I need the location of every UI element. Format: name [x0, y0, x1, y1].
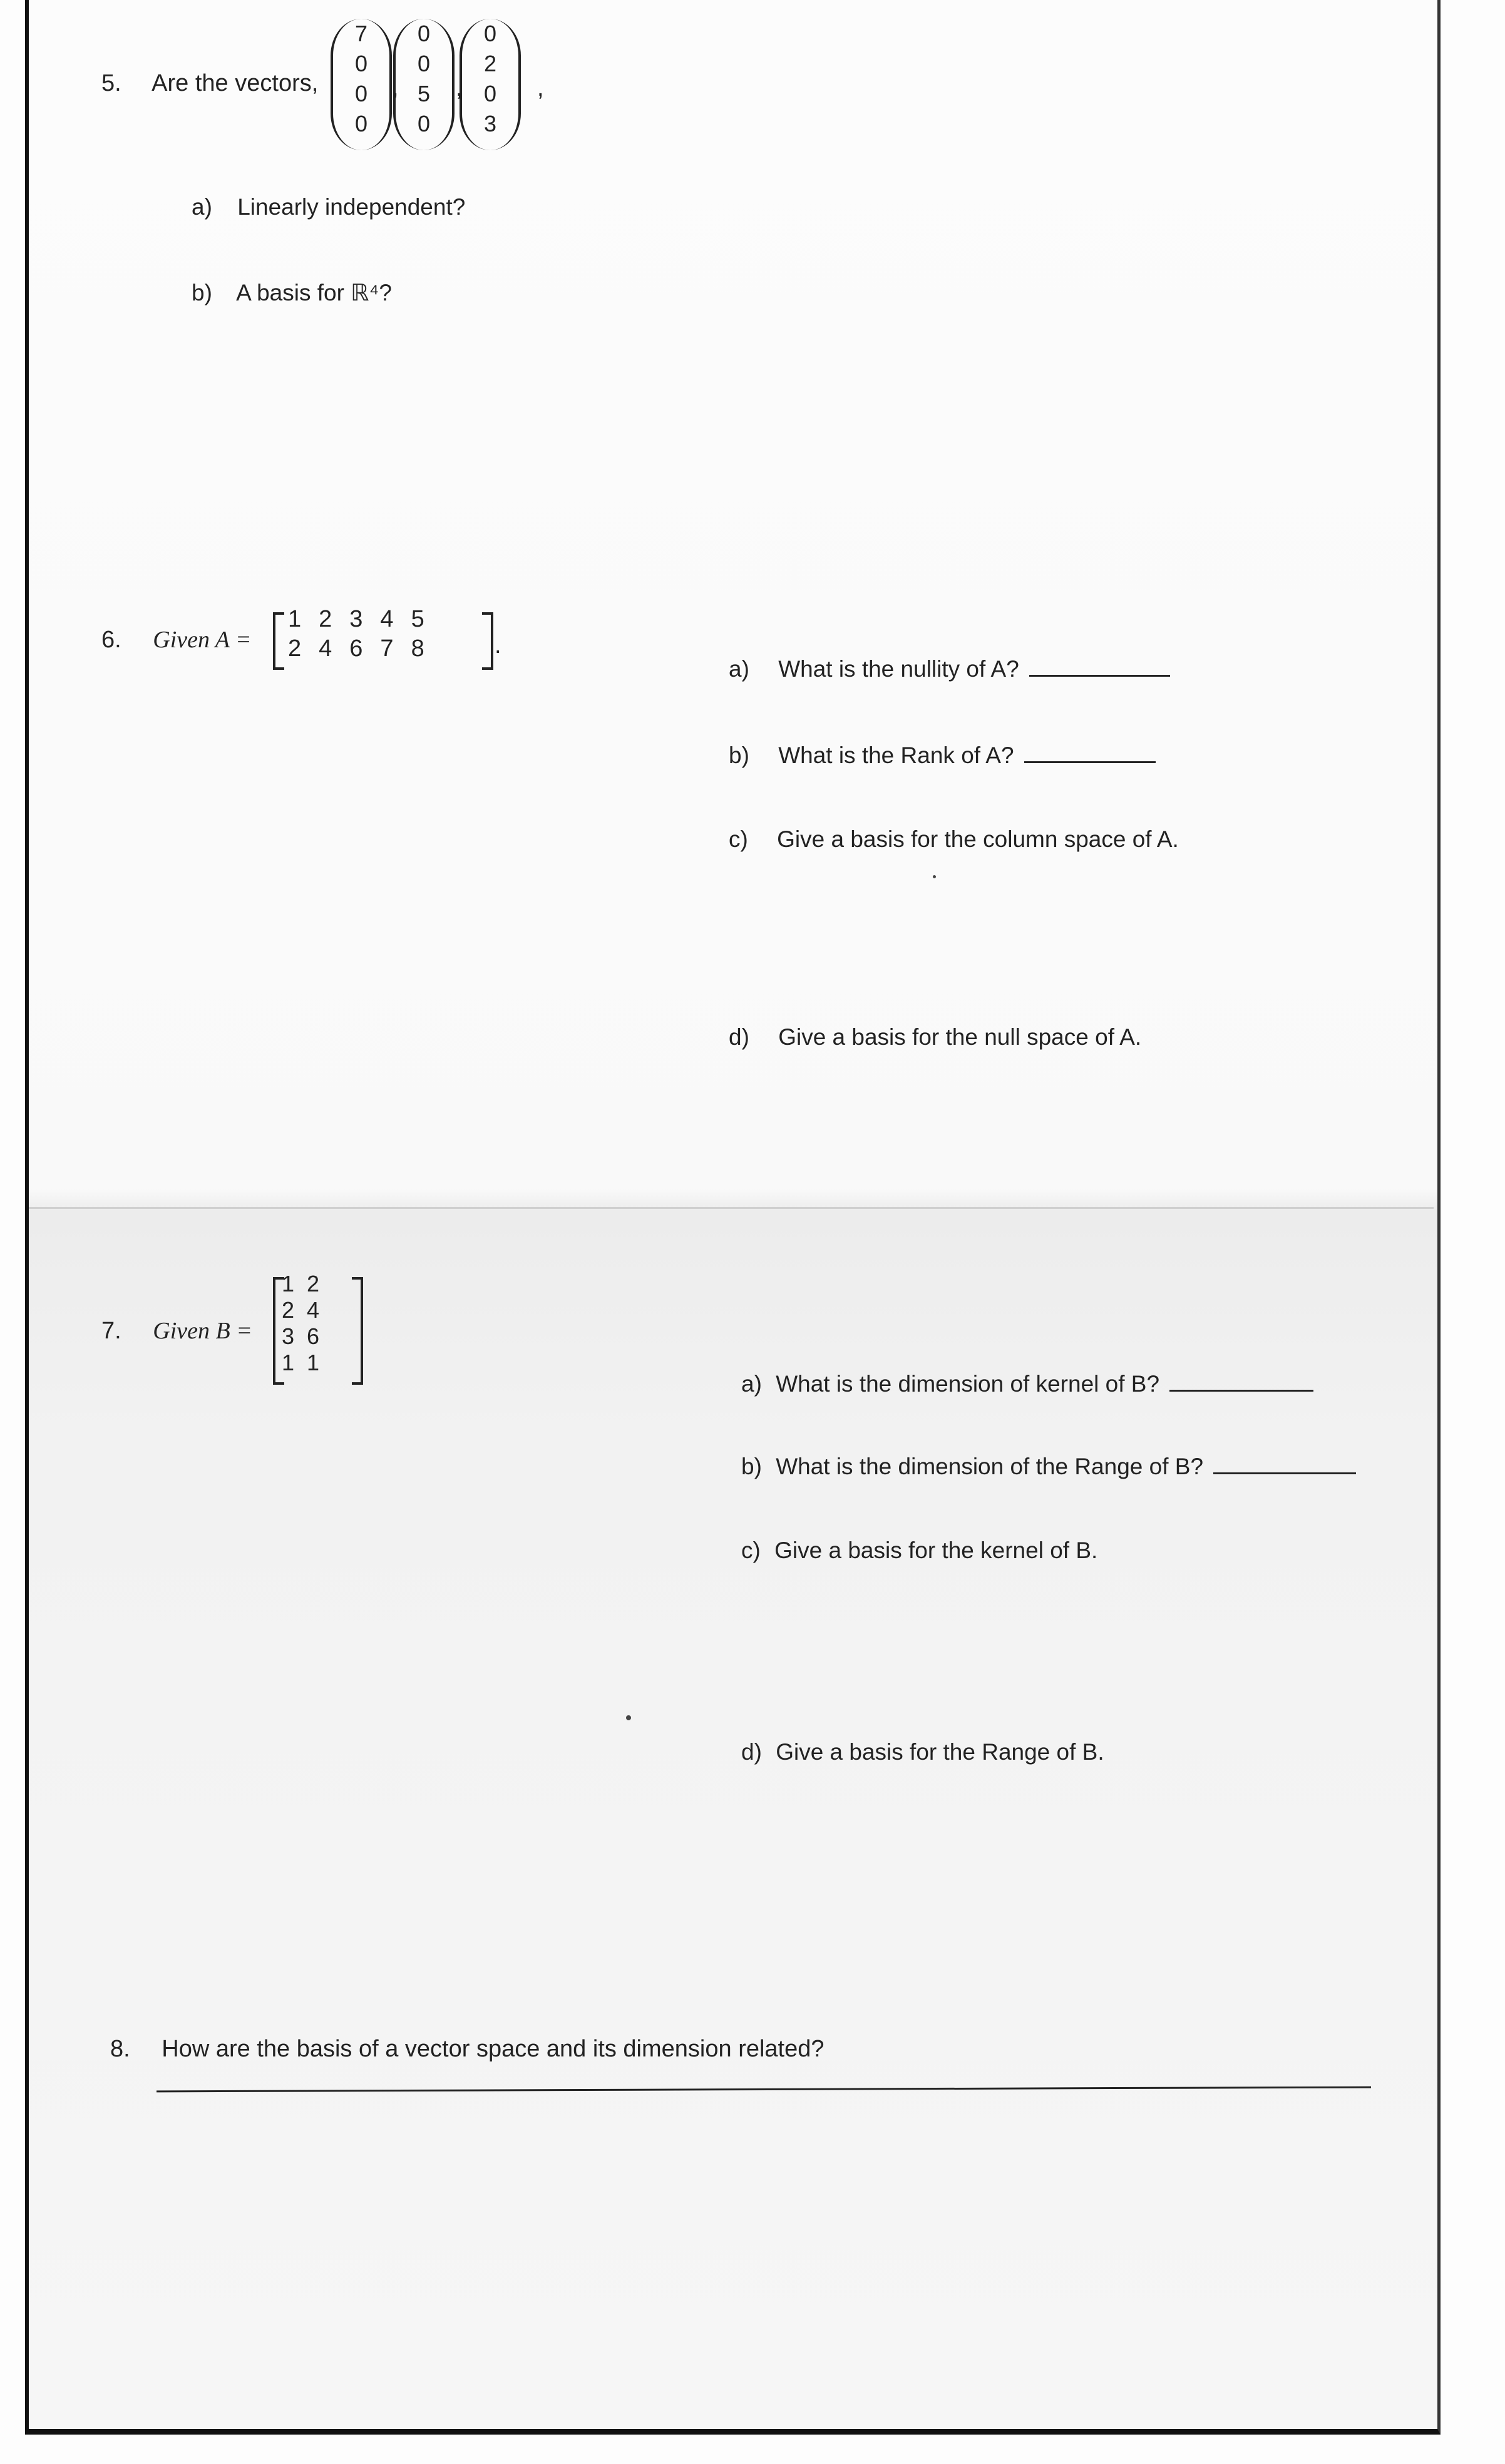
- page-fold-line: [29, 1207, 1434, 1209]
- matrix-cell: 6: [307, 1323, 320, 1349]
- matrix-cell: 2: [319, 606, 332, 632]
- question-6a: [729, 656, 1170, 682]
- part-text: Give a basis for the Range of B.: [776, 1739, 1104, 1765]
- question-text: Are the vectors,: [152, 70, 319, 96]
- matrix-cell: 1: [282, 1271, 295, 1296]
- part-label: b): [741, 1454, 762, 1479]
- vector-entry: 3: [483, 111, 497, 136]
- comma: ,: [392, 75, 399, 101]
- matrix-cell: 3: [282, 1323, 295, 1349]
- vector-1: [331, 19, 392, 150]
- matrix-cell: 1: [288, 606, 302, 632]
- part-text: Give a basis for the kernel of B.: [774, 1537, 1098, 1563]
- question-number: 6.: [101, 627, 121, 653]
- part-label: c): [741, 1537, 761, 1563]
- matrix-cell: 4: [307, 1297, 320, 1323]
- question-8: [110, 2036, 824, 2063]
- part-label: a): [741, 1371, 762, 1397]
- answer-blank[interactable]: [1024, 760, 1156, 763]
- part-label: b): [729, 742, 749, 768]
- vector-entry: 0: [354, 51, 368, 76]
- vector-2: [393, 19, 455, 150]
- question-7: [101, 1317, 252, 1345]
- part-label: b): [192, 280, 212, 305]
- vector-entry: 0: [354, 111, 368, 136]
- question-text: Given B =: [153, 1318, 252, 1344]
- question-5a: [192, 194, 465, 220]
- question-7b: [741, 1454, 1356, 1480]
- part-text: What is the dimension of the Range of B?: [776, 1454, 1204, 1479]
- vector-entry: 0: [483, 21, 497, 46]
- part-text: What is the Rank of A?: [778, 742, 1014, 768]
- part-label: a): [192, 194, 212, 220]
- vector-entry: 2: [483, 51, 497, 76]
- question-6: [101, 626, 251, 654]
- question-text: Given A =: [153, 627, 252, 653]
- question-6c: [729, 826, 1179, 853]
- part-text: Give a basis for the column space of A.: [777, 826, 1179, 852]
- part-text: What is the dimension of kernel of B?: [776, 1371, 1160, 1397]
- matrix-cell: 7: [380, 635, 394, 662]
- matrix-cell: 2: [307, 1271, 320, 1296]
- question-6b: [729, 742, 1156, 769]
- question-6d: [729, 1024, 1141, 1050]
- part-label: a): [729, 656, 749, 682]
- question-5b: [192, 279, 392, 306]
- part-text: A basis for ℝ⁴?: [236, 280, 392, 305]
- question-number: 5.: [101, 70, 121, 96]
- vector-entry: 5: [417, 81, 431, 106]
- matrix-cell: 2: [282, 1297, 295, 1323]
- matrix-b: [275, 1271, 326, 1376]
- speck: [626, 1715, 631, 1720]
- matrix-a: [279, 605, 433, 664]
- part-text: Give a basis for the null space of A.: [778, 1024, 1142, 1050]
- part-label: c): [729, 826, 748, 852]
- vector-entry: 0: [417, 111, 431, 136]
- question-5: [101, 70, 318, 97]
- matrix-cell: 8: [411, 635, 424, 662]
- matrix-cell: 1: [307, 1350, 320, 1375]
- question-7d: [741, 1739, 1104, 1765]
- question-number: 8.: [110, 2036, 130, 2062]
- matrix-cell: 4: [380, 606, 394, 632]
- matrix-cell: 6: [349, 635, 363, 662]
- comma: ,: [456, 75, 463, 101]
- matrix-cell: 4: [319, 635, 332, 662]
- vector-entry: 0: [354, 81, 368, 106]
- question-7c: [741, 1537, 1097, 1564]
- vector-3: [460, 19, 521, 150]
- matrix-cell: 1: [282, 1350, 295, 1375]
- question-text: How are the basis of a vector space and its dimension related?: [162, 2036, 824, 2062]
- vector-entry: 0: [417, 21, 431, 46]
- answer-blank[interactable]: [1169, 1389, 1313, 1392]
- speck: [933, 875, 936, 878]
- part-text: Linearly independent?: [237, 194, 466, 220]
- vector-entry: 0: [483, 81, 497, 106]
- question-7a: [741, 1371, 1313, 1397]
- part-label: d): [729, 1024, 749, 1050]
- period: .: [495, 632, 501, 659]
- answer-blank[interactable]: [1029, 674, 1170, 677]
- part-text: What is the nullity of A?: [778, 656, 1019, 682]
- right-bracket: [482, 612, 493, 670]
- question-number: 7.: [101, 1318, 121, 1344]
- part-label: d): [741, 1739, 762, 1765]
- matrix-cell: 5: [411, 606, 424, 632]
- answer-blank[interactable]: [1213, 1471, 1356, 1474]
- vector-entry: 0: [417, 51, 431, 76]
- matrix-cell: 2: [288, 635, 302, 662]
- worksheet-page: [25, 0, 1441, 2435]
- right-bracket: [352, 1277, 363, 1385]
- comma: ,: [537, 75, 544, 101]
- matrix-cell: 3: [349, 606, 363, 632]
- vector-entry: 7: [354, 21, 368, 46]
